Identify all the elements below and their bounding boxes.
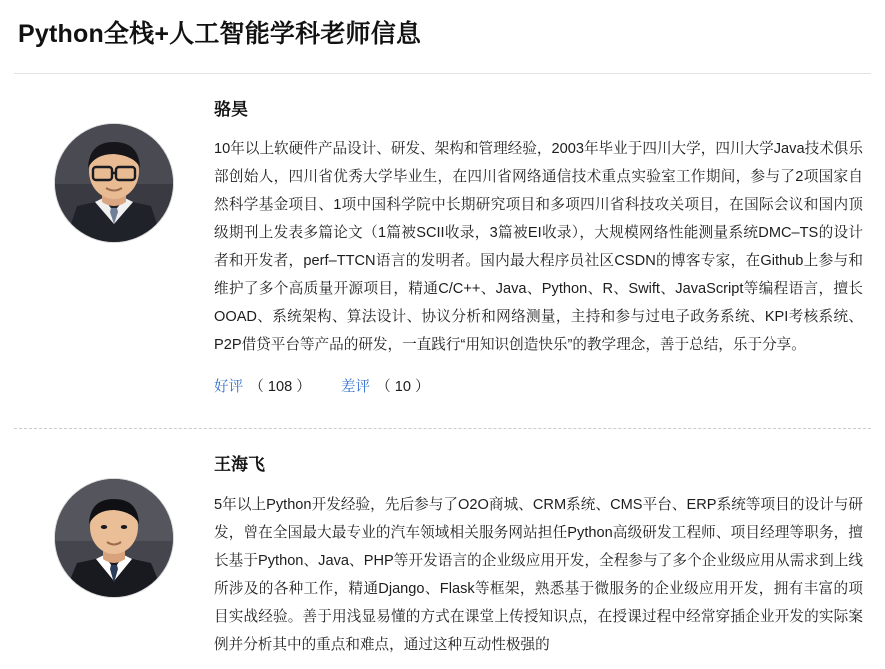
portrait-photo-man-suit-tie-icon — [55, 479, 173, 597]
positive-rating-count: （ 108 ） — [249, 379, 311, 396]
avatar-column — [14, 98, 214, 242]
teacher-info — [214, 453, 871, 659]
teacher-info-page — [0, 18, 885, 669]
teacher-card — [14, 429, 871, 669]
teacher-info — [214, 98, 871, 397]
rating-row — [214, 375, 863, 396]
negative-rating-count: （ 10 ） — [376, 379, 430, 396]
page-title: Python全栈+人工智能学科老师信息 — [18, 20, 422, 48]
teacher-card — [14, 74, 871, 407]
teacher-bio: 10年以上软硬件产品设计、研发、架构和管理经验，2003年毕业于四川大学，四川大学Java技术俱乐部创始人，四川省优秀大学毕业生，在四川省网络通信技术重点实验室工作期间，参与了2项国家自然科学基金项目、1项中国科学院中长期研究项目和多项四川省科技攻关项目，在国际会议和国内顶级期刊上发表多篇论文（1篇被SCII收录，3篇被EI收录），大规模网络性能测量系统DMC–TS的设计者和开发者，perf–TTCN语言的发明者。国内最大程序员社区CSDN的博客专家，在Github上参与和维护了多个高质量开源项目，精通C/C++、Java、Python、R、Swift、JavaScript等编程语言，擅长OOAD、系统架构、算法设计、协议分析和网络测量，主持和参与过电子政务系统、KPI考核系统、P2P借贷平台等产品的研发，一直践行“用知识创造快乐”的教学理念，善于总结，乐于分享。 — [214, 141, 863, 354]
teacher-bio: 5年以上Python开发经验，先后参与了O2O商城、CRM系统、CMS平台、ERP系统等项目的设计与研发，曾在全国最大最专业的汽车领域相关服务网站担任Python高级研发工程师、项目经理等职务，擅长基于Python、Java、PHP等开发语言的企业级应用开发，全程参与了多个企业级应用从需求到上线所涉及的各种工作，精通Django、Flask等框架，熟悉基于微服务的企业级应用开发，拥有丰富的项目实战经验。善于用浅显易懂的方式在课堂上传授知识点，在授课过程中经常穿插企业开发的实际案例并分析其中的重点和难点，通过这种互动性极强的 — [214, 497, 863, 654]
negative-rating-link[interactable]: 差评 — [340, 379, 371, 396]
avatar — [55, 479, 173, 597]
teacher-name: 骆昊 — [214, 99, 248, 119]
avatar-column — [14, 453, 214, 597]
portrait-photo-man-glasses-suit-icon — [55, 124, 173, 242]
avatar — [55, 124, 173, 242]
positive-rating-link[interactable]: 好评 — [214, 379, 244, 396]
teacher-name: 王海飞 — [214, 455, 265, 475]
